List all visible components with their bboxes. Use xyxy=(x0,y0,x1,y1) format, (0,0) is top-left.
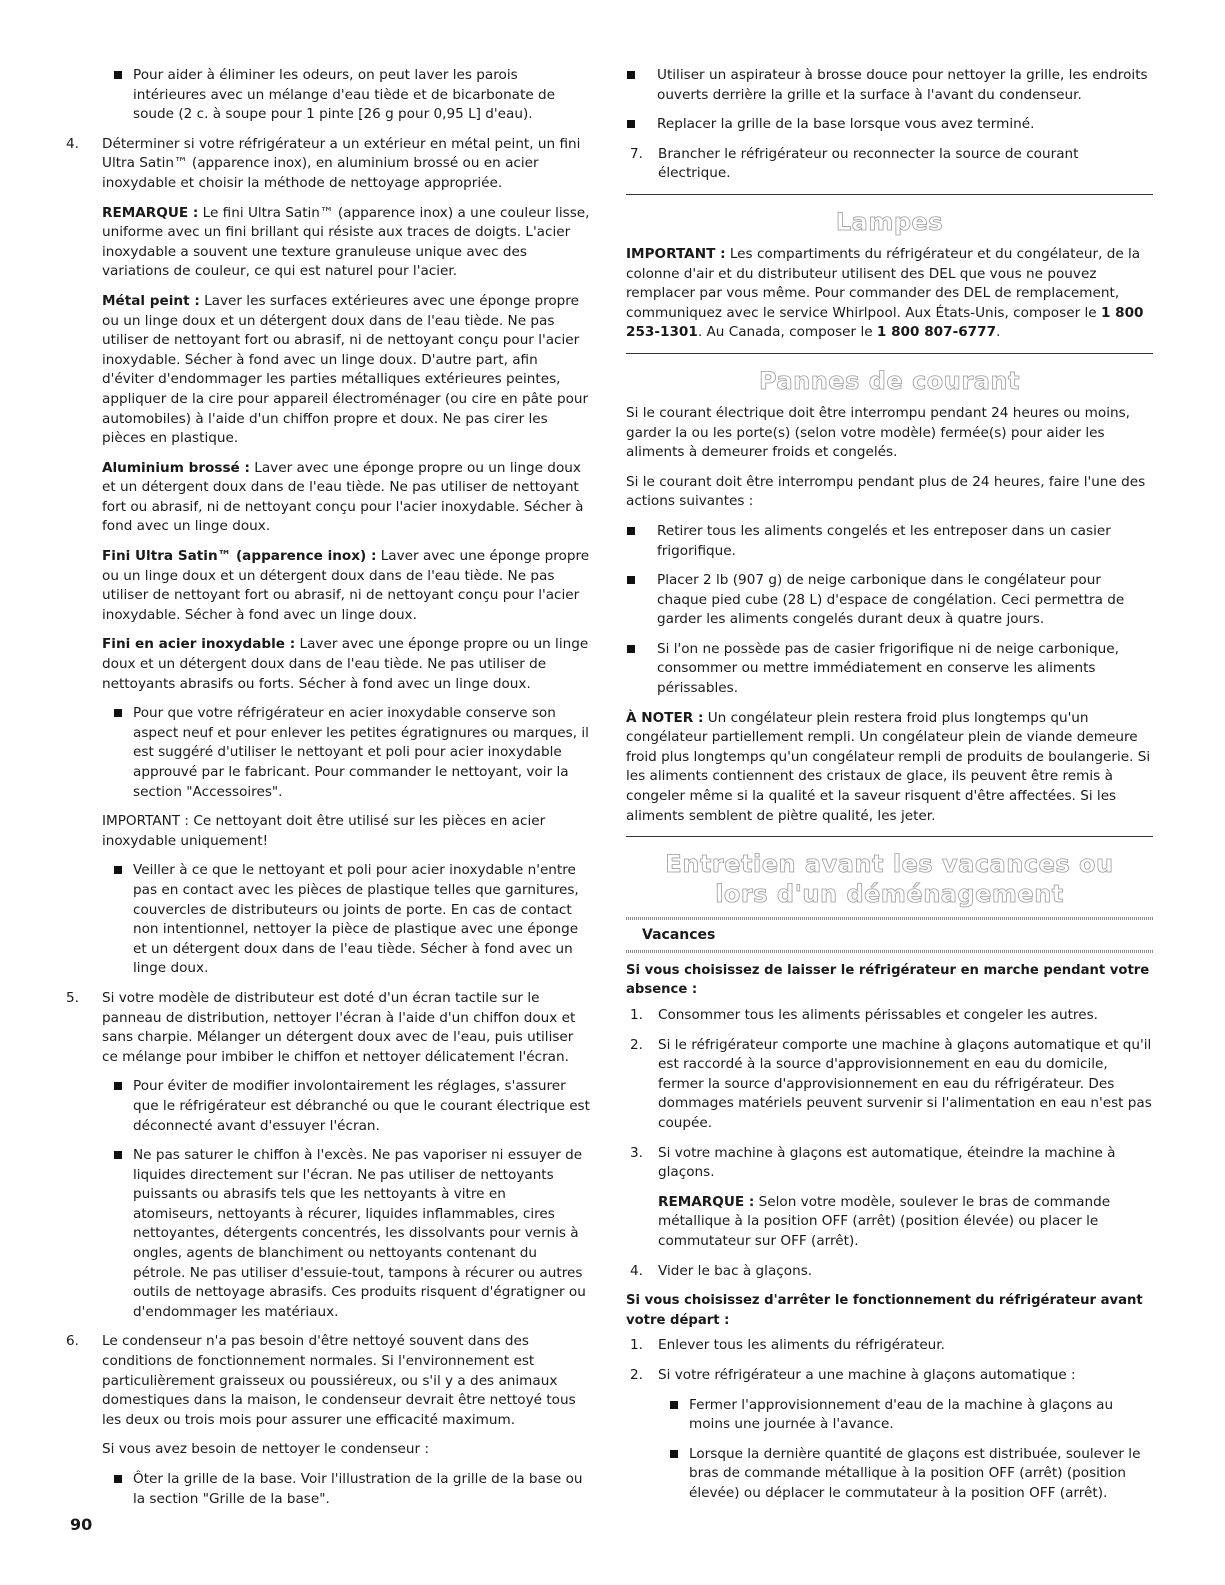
numbered-step: 1. Consommer tous les aliments périssables et congeler les autres. xyxy=(630,1007,1098,1023)
list-item: Veiller à ce que le nettoyant et poli pour acier inoxydable n'entre pas en contact avec les pièces de plastique telles que garnitures, couvercles de distributeurs ou joints de porte. En cas de contact non intentionnel, nettoyer la pièce de plastique avec une éponge et un détergent doux dans de l'eau tiède. Sécher à fond avec un linge doux. xyxy=(70,861,590,979)
list-item: Ne pas saturer le chiffon à l'excès. Ne pas vaporiser ni essuyer de liquides directement sur l'écran. Ne pas utiliser de nettoyants puissants ou abrasifs tels que les nettoyants à vitre en atomiseurs, nettoyants à récurer, liquides inflammables, cires nettoyantes, détergents concentrés, les dissolvants pour vernis à ongles, agents de blanchiment ou nettoyants contenant du pétrole. Ne pas utiliser d'essuie-tout, tampons à récurer ou autres outils de nettoyage abrasifs. Ces produits risquent d'égratigner ou d'endommager les matériaux. xyxy=(70,1146,590,1322)
condenseur-paragraph: Si vous avez besoin de nettoyer le condenseur : xyxy=(102,1441,430,1458)
section-divider xyxy=(626,836,1153,837)
satin-paragraph: Fini Ultra Satin™ (apparence inox) : Laver avec une éponge propre ou un linge doux et un détergent doux dans de l'eau tiède. Ne pas utiliser de nettoyant fort ou abrasif, ni de nettoyant conçu pour l'acier inoxydable. Sécher à fond avec un linge doux. xyxy=(102,548,590,623)
numbered-step-4: 4. Déterminer si votre réfrigérateur a un extérieur en métal peint, un fini Ultra Satin™ (apparence inox), en aluminium brossé ou en acier inoxydable et choisir la méthode de nettoyage appropriée. xyxy=(66,135,581,191)
remarque-paragraph: REMARQUE : Selon votre modèle, soulever le bras de commande métallique à la position OFF (arrêt) (position élevée) ou placer le commutateur sur OFF (arrêt). xyxy=(658,1193,1111,1249)
list-item: Lorsque la dernière quantité de glaçons est distribuée, soulever le bras de commande métallique à la position OFF (arrêt) (position élevée) ou déplacer le commutateur à la position OFF (arrêt). xyxy=(626,1445,1153,1504)
hatch-divider xyxy=(626,917,1153,920)
entretien-heading-line2: lors d'un déménagement xyxy=(715,880,1064,909)
numbered-step-7: 7. Brancher le réfrigérateur ou reconnecter la source de courant électrique. xyxy=(630,145,1079,182)
list-item: Retirer tous les aliments congelés et les entreposer dans un casier frigorifique. xyxy=(626,522,1153,561)
numbered-step: 3. Si votre machine à glaçons est automatique, éteindre la machine à glaçons. xyxy=(630,1144,1116,1181)
list-item: Fermer l'approvisionnement d'eau de la machine à glaçons au moins une journée à l'avance. xyxy=(626,1396,1153,1435)
pannes-paragraph-2: Si le courant doit être interrompu pendant plus de 24 heures, faire l'une des actions suivantes : xyxy=(626,473,1146,510)
vacances-subheading: Vacances xyxy=(642,927,716,944)
list-item: Ôter la grille de la base. Voir l'illustration de la grille de la base ou la section "Grille de la base". xyxy=(70,1470,590,1509)
section-divider xyxy=(626,194,1153,195)
lampes-heading: Lampes xyxy=(835,207,944,236)
list-item: Placer 2 lb (907 g) de neige carbonique dans le congélateur pour chaque pied cube (28 L) d'espace de congélation. Ceci permettra de garder les aliments congelés durant deux à quatre jours. xyxy=(626,571,1153,630)
numbered-step: 2. Si votre réfrigérateur a une machine à glaçons automatique : xyxy=(630,1366,1076,1383)
pannes-heading: Pannes de courant xyxy=(759,366,1020,395)
entretien-heading-line1: Entretien avant les vacances ou xyxy=(665,850,1114,879)
list-item: Replacer la grille de la base lorsque vous avez terminé. xyxy=(626,115,1153,135)
list-item: Utiliser un aspirateur à brosse douce pour nettoyer la grille, les endroits ouverts derrière la grille et la surface à l'avant du condenseur. xyxy=(626,66,1153,105)
noter-paragraph: À NOTER : Un congélateur plein restera froid plus longtemps qu'un congélateur partiellement rempli. Un congélateur plein de viande demeure froid plus longtemps qu'un congélateur rempli de produits de boulangerie. Si les aliments contiennent des cristaux de glace, ils peuvent être remis à congeler même si la qualité et la saveur risquent d'être affectées. Si les aliments semblent de piètre qualité, les jeter. xyxy=(626,709,1151,824)
aluminium-paragraph: Aluminium brossé : Laver avec une éponge propre ou un linge doux et un détergent doux dans de l'eau tiède. Ne pas utiliser de nettoyant fort ou abrasif, ni de nettoyant conçu pour l'acier inoxydable. Sécher à fond avec un linge doux. xyxy=(102,459,584,535)
right-column xyxy=(626,66,1153,1513)
hatch-divider xyxy=(626,950,1153,953)
metal-peint-paragraph: Métal peint : Laver les surfaces extérieures avec une éponge propre ou un linge doux et un détergent doux dans de l'eau tiède. Ne pas utiliser de nettoyant fort ou abrasif, ni de nettoyant conçu pour l'acier inoxydable. Sécher à fond avec un linge doux. D'autre part, afin d'éviter d'endommager les parties métalliques extérieures peintes, appliquer de la cire pour appareil électroménager (ou cire en pâte pour automobiles) à l'aide d'un chiffon propre et doux. Ne pas cirer les pièces en plastique. xyxy=(102,292,589,447)
list-item: Pour aider à éliminer les odeurs, on peut laver les parois intérieures avec un mélange d'eau tiède et de bicarbonate de soude (2 c. à soupe pour 1 pinte [26 g pour 0,95 L] d'eau). xyxy=(70,66,590,125)
numbered-step-5: 5. Si votre modèle de distributeur est doté d'un écran tactile sur le panneau de distribution, nettoyer l'écran à l'aide d'un chiffon doux et sans charpie. Mélanger un détergent doux avec de l'eau, puis utiliser ce mélange pour imbiber le chiffon et nettoyer délicatement l'écran. xyxy=(66,989,576,1065)
lampes-paragraph: IMPORTANT : Les compartiments du réfrigérateur et du congélateur, de la colonne d'air et du distributeur utilisent des DEL que vous ne pouvez remplacer par vous même. Pour commander des DEL de remplacement, communiquez avec le service Whirlpool. Aux États-Unis, composer le 1 800 253-1301. Au Canada, composer le 1 800 807-6777. xyxy=(626,245,1144,341)
numbered-step: 2. Si le réfrigérateur comporte une machine à glaçons automatique et qu'il est raccordé à la source d'approvisionnement en eau du domicile, fermer la source d'approvisionnement en eau du réfrigérateur. Des dommages matériels peuvent survenir si l'alimentation en eau n'est pas coupée. xyxy=(630,1036,1152,1131)
remarque-paragraph: REMARQUE : Le fini Ultra Satin™ (apparence inox) a une couleur lisse, uniforme avec un fini brillant qui résiste aux traces de doigts. L'acier inoxydable a souvent une texture granuleuse unique avec des variations de couleur, ce qui est naturel pour l'acier. xyxy=(102,204,590,280)
marche-heading: Si vous choisissez de laisser le réfrigérateur en marche pendant votre absence : xyxy=(626,962,1150,998)
list-item: Si l'on ne possède pas de casier frigorifique ni de neige carbonique, consommer ou mettre immédiatement en conserve les aliments périssables. xyxy=(626,640,1153,699)
numbered-step-6: 6. Le condenseur n'a pas besoin d'être nettoyé souvent dans des conditions de fonctionnement normales. Si l'environnement est particulièrement graisseux ou poussiéreux, ou s'il y a des animaux domestiques dans la maison, le condenseur devrait être nettoyé tous les deux ou trois mois pour assurer une efficacité maximum. xyxy=(66,1333,576,1428)
important-paragraph: IMPORTANT : Ce nettoyant doit être utilisé sur les pièces en acier inoxydable uniquement! xyxy=(102,813,546,849)
left-column xyxy=(66,66,590,1519)
inox-paragraph: Fini en acier inoxydable : Laver avec une éponge propre ou un linge doux et un détergent doux dans de l'eau tiède. Ne pas utiliser de nettoyants abrasifs ou forts. Sécher à fond avec un linge doux. xyxy=(102,636,589,692)
numbered-step: 4. Vider le bac à glaçons. xyxy=(630,1262,813,1279)
numbered-step: 1. Enlever tous les aliments du réfrigérateur. xyxy=(630,1337,945,1354)
section-divider xyxy=(626,353,1153,354)
arret-heading: Si vous choisissez d'arrêter le fonctionnement du réfrigérateur avant votre départ : xyxy=(626,1293,1143,1328)
list-item: Pour que votre réfrigérateur en acier inoxydable conserve son aspect neuf et pour enlever les petites égratignures ou marques, il est suggéré d'utiliser le nettoyant et poli pour acier inoxydable approuvé par le fabricant. Pour commander le nettoyant, voir la section "Accessoires". xyxy=(70,704,590,802)
page-number: 90 xyxy=(70,1515,93,1534)
list-item: Pour éviter de modifier involontairement les réglages, s'assurer que le réfrigérateur est débranché ou que le courant électrique est déconnecté avant d'essuyer l'écran. xyxy=(70,1077,590,1136)
pannes-paragraph-1: Si le courant électrique doit être interrompu pendant 24 heures ou moins, garder la ou les porte(s) (selon votre modèle) fermée(s) pour aider les aliments à demeurer froids et congelés. xyxy=(626,404,1130,461)
